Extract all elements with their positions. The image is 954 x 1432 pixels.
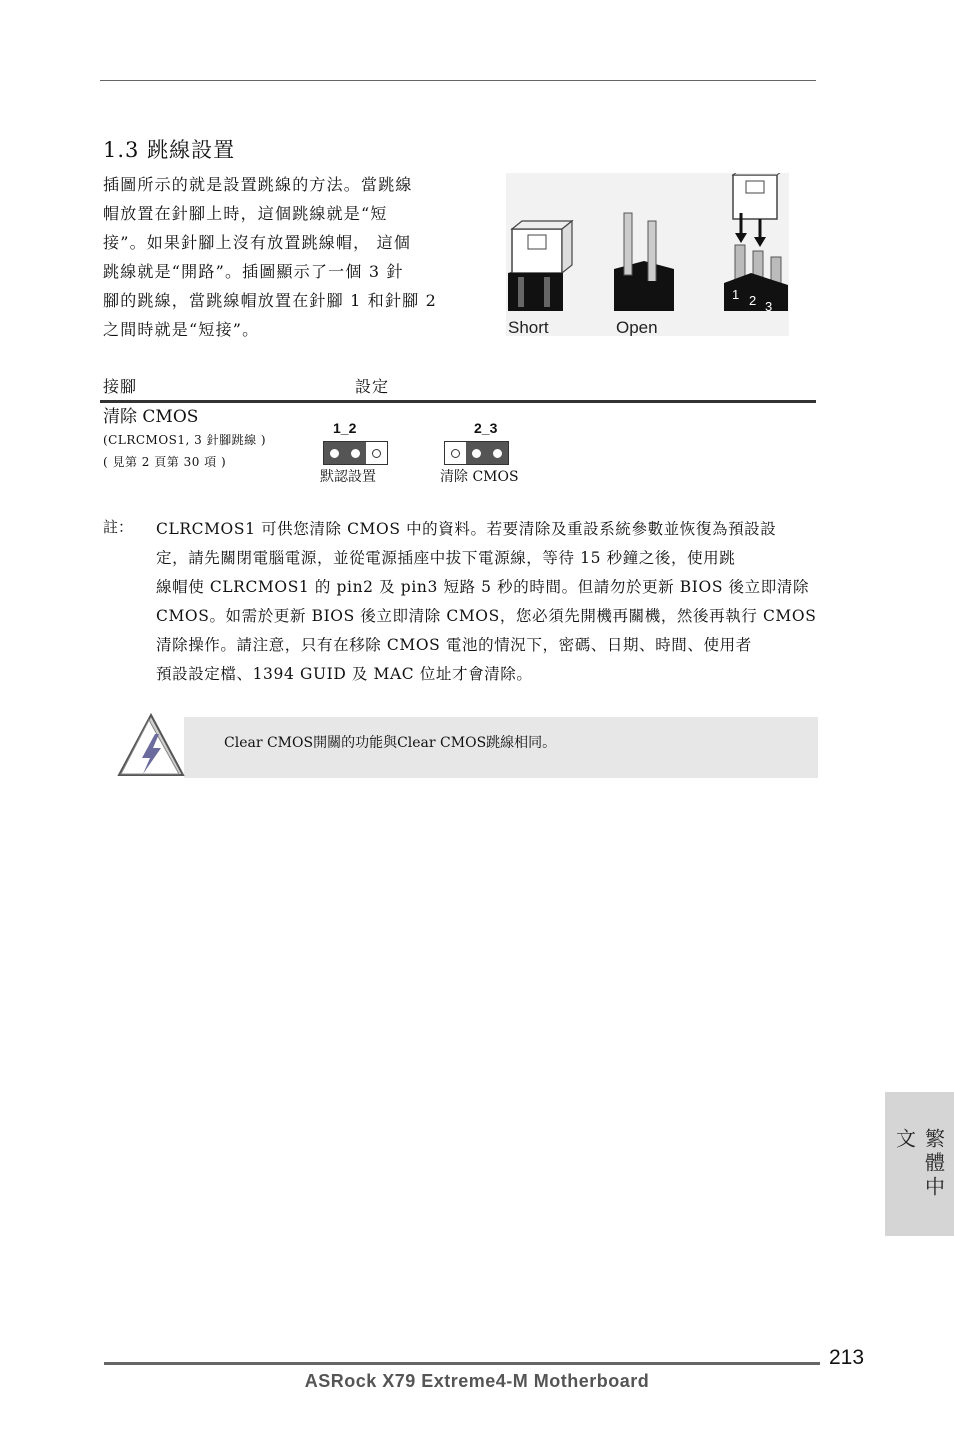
intro-line: 之間時就是“短接”。: [103, 320, 260, 339]
jumper-clear-diagram: [444, 441, 509, 465]
language-side-tab: [885, 1092, 954, 1236]
pins-label-clear: 2_3: [474, 420, 498, 436]
note-label: 註：: [103, 518, 134, 536]
open-label: Open: [616, 318, 658, 336]
section-title: [103, 134, 235, 164]
open-jumper-graphic: [614, 213, 674, 311]
short-label: Short: [508, 318, 549, 336]
note-line: 線帽使 CLRCMOS1 的 pin2 及 pin3 短路 5 秒的時間。但請勿於更新 BIOS 後立即清除: [156, 578, 810, 596]
intro-line: 接”。如果針腳上沒有放置跳線帽， 這個: [103, 233, 412, 252]
language-label: 繁體中文: [892, 1128, 946, 1200]
intro-line: 插圖所示的就是設置跳線的方法。當跳線: [103, 175, 413, 194]
jumper-illustration: [506, 173, 789, 336]
section-heading: 跳線設置: [147, 138, 236, 162]
table-header-setting: 設定: [355, 377, 390, 396]
pin-open: [366, 442, 387, 464]
note-line: CMOS。如需於更新 BIOS 後立即清除 CMOS，您必須先開機再關機，然後再執行 CMOS: [156, 607, 817, 625]
pin-number: 2: [749, 293, 757, 308]
note-body: [156, 515, 818, 689]
pin-shorted: [345, 442, 366, 464]
footer-rule: [104, 1362, 820, 1365]
row-sub-jumper: (CLRCMOS1, 3 針腳跳線 ): [103, 433, 267, 447]
section-number: 1.3: [103, 138, 140, 162]
table-rule: [100, 400, 816, 403]
caption-clear: 清除 CMOS: [440, 469, 519, 485]
jumper-default-diagram: [323, 441, 388, 465]
pin-number: 1: [732, 287, 740, 302]
pin-shorted: [466, 442, 487, 464]
table-header-pin: 接腳: [103, 377, 138, 396]
pin-shorted: [487, 442, 508, 464]
row-sub-reference: ( 見第 2 頁第 30 項 ): [103, 455, 227, 469]
note-line: 預設設定檔、1394 GUID 及 MAC 位址才會清除。: [156, 665, 533, 683]
note-line: CLRCMOS1 可供您清除 CMOS 中的資料。若要清除及重設系統參數並恢復為預設設: [156, 520, 777, 538]
pin-open: [445, 442, 466, 464]
short-jumper-graphic: [508, 221, 572, 311]
warning-lightning-icon: [115, 712, 185, 778]
caption-default: 默認設置: [320, 469, 376, 485]
page-number: 213: [829, 1346, 865, 1369]
intro-paragraph: [103, 170, 465, 344]
pin-shorted: [324, 442, 345, 464]
row-name: 清除 CMOS: [103, 407, 199, 427]
top-rule: [100, 80, 816, 81]
footer-title: ASRock X79 Extreme4-M Motherboard: [304, 1371, 650, 1391]
intro-line: 跳線就是“開路”。插圖顯示了一個 3 針: [103, 262, 404, 281]
note-line: 清除操作。請注意，只有在移除 CMOS 電池的情況下，密碼、日期、時間、使用者: [156, 636, 752, 654]
intro-line: 腳的跳線，當跳線帽放置在針腳 1 和針腳 2: [103, 291, 438, 310]
pins-label-default: 1_2: [333, 420, 357, 436]
intro-line: 帽放置在針腳上時，這個跳線就是“短: [103, 204, 388, 223]
caution-text: Clear CMOS開關的功能與Clear CMOS跳線相同。: [224, 735, 557, 751]
pin-number: 3: [765, 299, 773, 314]
note-line: 定，請先關閉電腦電源，並從電源插座中拔下電源線，等待 15 秒鐘之後，使用跳: [156, 549, 736, 567]
